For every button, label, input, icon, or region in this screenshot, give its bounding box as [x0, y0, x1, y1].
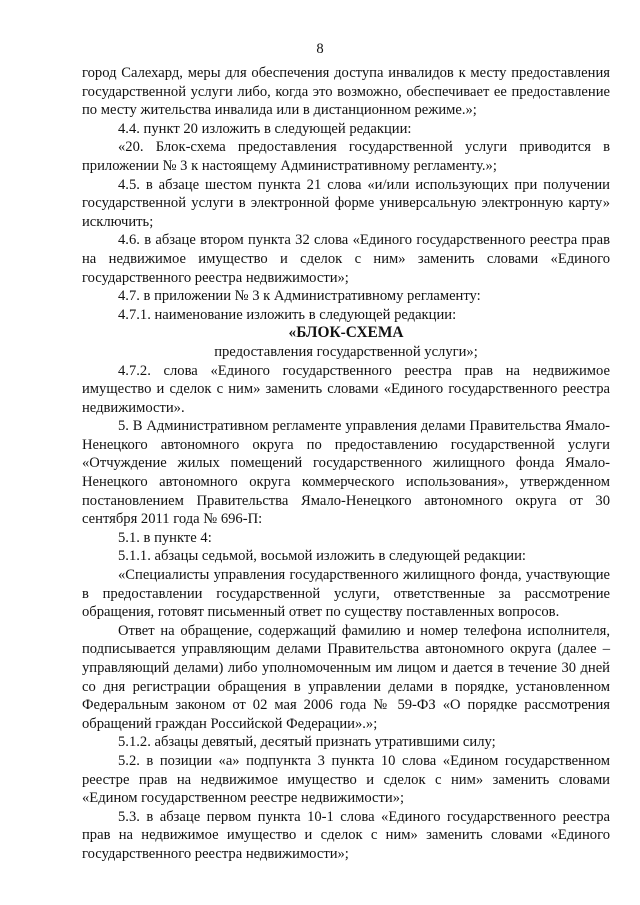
paragraph-response: Ответ на обращение, содержащий фамилию и номер телефона исполнителя, подписывается управляющим делами Правительства автономного округа (далее – управляющий делами) либо уполномоченным им лицом и дается в течение 30 дней со дня регистрации обращения в управлении делами в порядке, установленном Федеральным законом от 02 мая 2006 года № 59-ФЗ «О порядке рассмотрения обращений граждан Российской Федерации».»; — [82, 622, 610, 732]
paragraph-4-4: 4.4. пункт 20 изложить в следующей редакции: — [118, 120, 412, 137]
paragraph-5-1: 5.1. в пункте 4: — [118, 529, 212, 546]
paragraph-4-5: 4.5. в абзаце шестом пункта 21 слова «и/или использующих при получении государственной услуги в электронной форме универсальную электронную карту» исключить; — [82, 176, 610, 230]
document-body — [82, 64, 610, 864]
paragraph-item-20: «20. Блок-схема предоставления государственной услуги приводится в приложении № 3 к настоящему Административному регламенту.»; — [82, 139, 610, 174]
paragraph-specialists: «Специалисты управления государственного жилищного фонда, участвующие в предоставлении государственной услуги, ответственные за рассмотрение обращения, готовят письменный ответ по существу поставленных вопросов. — [82, 567, 610, 621]
paragraph-4-7: 4.7. в приложении № 3 к Административному регламенту: — [118, 288, 481, 305]
block-scheme-title: «БЛОК-СХЕМА — [288, 324, 404, 342]
paragraph-continuation: город Салехард, меры для обеспечения доступа инвалидов к месту предоставления государственной услуги либо, когда это возможно, обеспечивает ее предоставление по месту жительства инвалида или в дистанционном режиме.»; — [82, 65, 610, 119]
page-number: 8 — [316, 41, 324, 57]
paragraph-4-7-1: 4.7.1. наименование изложить в следующей редакции: — [118, 306, 457, 323]
paragraph-5-3: 5.3. в абзаце первом пункта 10-1 слова «Единого государственного реестра прав на недвижимое имущество и сделок с ним» заменить словами «Единого государственного реестра недвижимости»; — [82, 808, 610, 862]
paragraph-4-6: 4.6. в абзаце втором пункта 32 слова «Единого государственного реестра прав на недвижимое имущество и сделок с ним» заменить словами «Единого государственного реестра недвижимости»; — [82, 232, 610, 286]
paragraph-5-1-1: 5.1.1. абзацы седьмой, восьмой изложить в следующей редакции: — [118, 548, 526, 565]
block-scheme-subtitle: предоставления государственной услуги»; — [214, 343, 478, 360]
paragraph-5: 5. В Административном регламенте управления делами Правительства Ямало-Ненецкого автономного округа по предоставлению государственной услуги «Отчуждение жилых помещений государственного жилищного фонда Ямало-Ненецкого автономного округа коммерческого использования», утвержденном постановлением Правительства Ямало-Ненецкого автономного округа от 30 сентября 2011 года № 696-П: — [82, 418, 610, 528]
paragraph-5-1-2: 5.1.2. абзацы девятый, десятый признать утратившими силу; — [118, 734, 496, 751]
paragraph-4-7-2: 4.7.2. слова «Единого государственного реестра прав на недвижимое имущество и сделок с ним» заменить словами «Единого государственного реестра недвижимости». — [82, 362, 610, 416]
paragraph-5-2: 5.2. в позиции «а» подпункта 3 пункта 10 слова «Едином государственном реестре прав на недвижимое имущество и сделок с ним» заменить словами «Едином государственном реестре недвижимости»; — [82, 752, 610, 807]
